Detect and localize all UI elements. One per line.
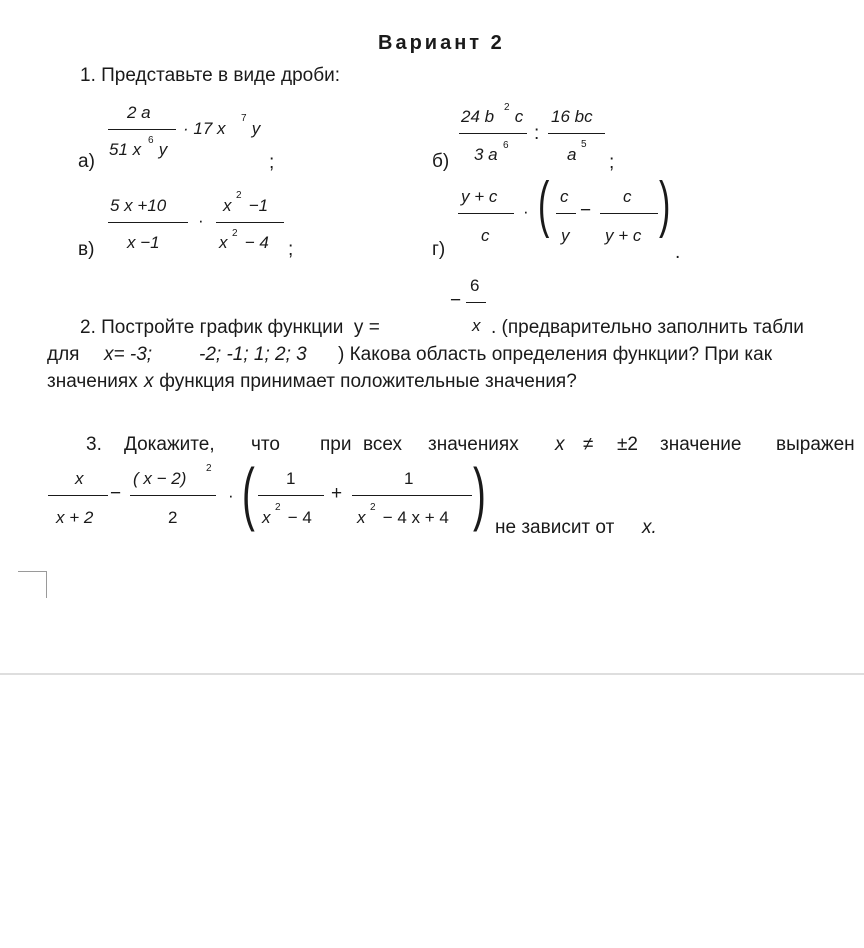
q1-b-fraction-bar-2 xyxy=(548,133,605,134)
q2-line2-end: ) Какова область определения функции? При как xyxy=(338,344,773,365)
q1-a-numerator: 2 a xyxy=(127,103,151,122)
q1-g-num1: y + c xyxy=(461,187,498,206)
q1-v-num2-exponent: 2 xyxy=(236,190,242,201)
q3-tail-x: x. xyxy=(642,517,657,538)
q1-v-num2-tail: −1 xyxy=(244,196,269,215)
page-divider xyxy=(0,673,864,675)
q1-b-den2: a xyxy=(567,145,577,164)
q2-line1-end: . (предварительно заполнить табли xyxy=(491,317,804,338)
page-corner-mark xyxy=(18,571,47,598)
q1-v-num2: x xyxy=(223,196,232,215)
q3-word: значениях xyxy=(428,434,519,455)
q1-g-den3: y + c xyxy=(605,226,642,245)
q3-f4-den-tail: − 4 x + 4 xyxy=(378,508,449,527)
q1-b-semicolon: ; xyxy=(609,152,615,173)
q3-f1-bar xyxy=(48,495,108,496)
q2-line2-x-values: x= -3; xyxy=(104,344,153,365)
q3-f3-exponent: 2 xyxy=(275,502,281,513)
q1-b-den1: 3 a xyxy=(474,145,498,164)
q3-word-neq: ≠ xyxy=(583,434,594,455)
q1-g-dot: · xyxy=(523,202,529,221)
q3-f3-den-tail: − 4 xyxy=(283,508,312,527)
right-paren-icon: ) xyxy=(473,454,486,532)
q2-line3-end: функция принимает положительные значения? xyxy=(154,371,577,392)
q1-g-label: г) xyxy=(432,239,446,260)
q1-a-mult-exponent: 7 xyxy=(241,113,247,124)
q1-v-den2-tail: − 4 xyxy=(240,233,269,252)
q2-fraction-numerator: 6 xyxy=(470,276,480,295)
q1-v-dot: · xyxy=(198,211,204,230)
q1-g-period: . xyxy=(675,242,681,263)
q3-plus: + xyxy=(331,483,343,504)
q3-word: ±2 xyxy=(617,434,638,455)
q3-f4-bar xyxy=(352,495,472,496)
q1-a-multiplier: · 17 x xyxy=(183,119,226,138)
left-paren-icon: ( xyxy=(242,454,255,532)
variant-title: Вариант 2 xyxy=(378,32,505,54)
q1-v-semicolon: ; xyxy=(288,239,294,260)
q1-prompt: 1. Представьте в виде дроби: xyxy=(80,65,340,86)
q1-b-den1-exponent: 6 xyxy=(503,140,509,151)
q3-f3-bar xyxy=(258,495,324,496)
q1-b-den2-exponent: 5 xyxy=(581,139,587,150)
q1-b-label: б) xyxy=(432,151,450,172)
q1-g-den2: y xyxy=(561,226,570,245)
q1-b-num2: 16 bc xyxy=(551,107,593,126)
q1-v-fraction-bar-1 xyxy=(108,222,188,223)
q1-g-num2: c xyxy=(560,187,569,206)
q2-line1-start: 2. Постройте график функции y = xyxy=(80,317,380,338)
q1-b-fraction-bar-1 xyxy=(459,133,527,134)
q3-word: значение xyxy=(660,434,742,455)
q1-a-den-tail: y xyxy=(154,140,168,159)
q1-g-den1: c xyxy=(481,226,490,245)
q2-line2-for: для xyxy=(47,344,80,365)
q2-fraction-bar xyxy=(466,302,486,303)
q1-a-semicolon: ; xyxy=(269,152,275,173)
q3-word: всех xyxy=(363,434,403,455)
q3-word: 3. xyxy=(86,434,102,455)
q2-line3-start: значениях xyxy=(47,371,143,392)
q3-f2-bar xyxy=(130,495,216,496)
q1-g-num3: c xyxy=(623,187,632,206)
q2-fraction-minus: − xyxy=(450,290,462,311)
q3-f3-denominator: x xyxy=(262,508,271,527)
q1-b-num1-exponent: 2 xyxy=(504,102,510,113)
left-paren-icon: ( xyxy=(538,170,550,239)
q3-word: выражен xyxy=(776,434,855,455)
q3-f4-exponent: 2 xyxy=(370,502,376,513)
q3-word-x: x xyxy=(555,434,565,455)
q1-a-label: а) xyxy=(78,151,95,172)
q3-f1-numerator: x xyxy=(75,469,84,488)
q1-v-den2: x xyxy=(219,233,228,252)
q2-line2-values: -2; -1; 1; 2; 3 xyxy=(199,344,307,365)
q1-b-num1-tail: c xyxy=(510,107,524,126)
q1-v-num1: 5 x +10 xyxy=(110,196,167,215)
q1-g-minus: − xyxy=(580,200,592,221)
q3-f2-denominator: 2 xyxy=(168,508,178,527)
q3-word: что xyxy=(251,434,280,455)
q3-f1-denominator: x + 2 xyxy=(56,508,94,527)
q2-fraction-denominator: x xyxy=(472,316,481,335)
q3-f2-numerator: ( x − 2) xyxy=(133,469,187,488)
q1-v-den1: x −1 xyxy=(127,233,160,252)
q1-a-den-exponent: 6 xyxy=(148,135,154,146)
q1-v-den2-exponent: 2 xyxy=(232,228,238,239)
q1-g-fraction-bar-2 xyxy=(556,213,576,214)
right-paren-icon: ) xyxy=(659,170,671,239)
q2-line3-x: x xyxy=(144,371,154,392)
q1-a-denominator: 51 x xyxy=(109,140,142,159)
q1-b-num1: 24 b xyxy=(461,107,495,126)
q1-v-label: в) xyxy=(78,239,95,260)
q1-a-mult-tail: y xyxy=(247,119,261,138)
q1-v-fraction-bar-2 xyxy=(216,222,284,223)
q1-g-fraction-bar-1 xyxy=(458,213,514,214)
q3-f4-numerator: 1 xyxy=(404,469,414,488)
q3-word: при xyxy=(320,434,352,455)
q3-word: Докажите, xyxy=(124,434,215,455)
q3-f4-denominator: x xyxy=(357,508,366,527)
q3-dot: · xyxy=(228,486,234,505)
q3-minus: − xyxy=(110,483,122,504)
q1-b-colon: : xyxy=(534,123,540,144)
q3-f3-numerator: 1 xyxy=(286,469,296,488)
q1-a-fraction-bar xyxy=(108,129,176,130)
q3-tail-text: не зависит от xyxy=(495,517,620,538)
q3-f2-exponent: 2 xyxy=(206,463,212,474)
q1-g-fraction-bar-3 xyxy=(600,213,658,214)
